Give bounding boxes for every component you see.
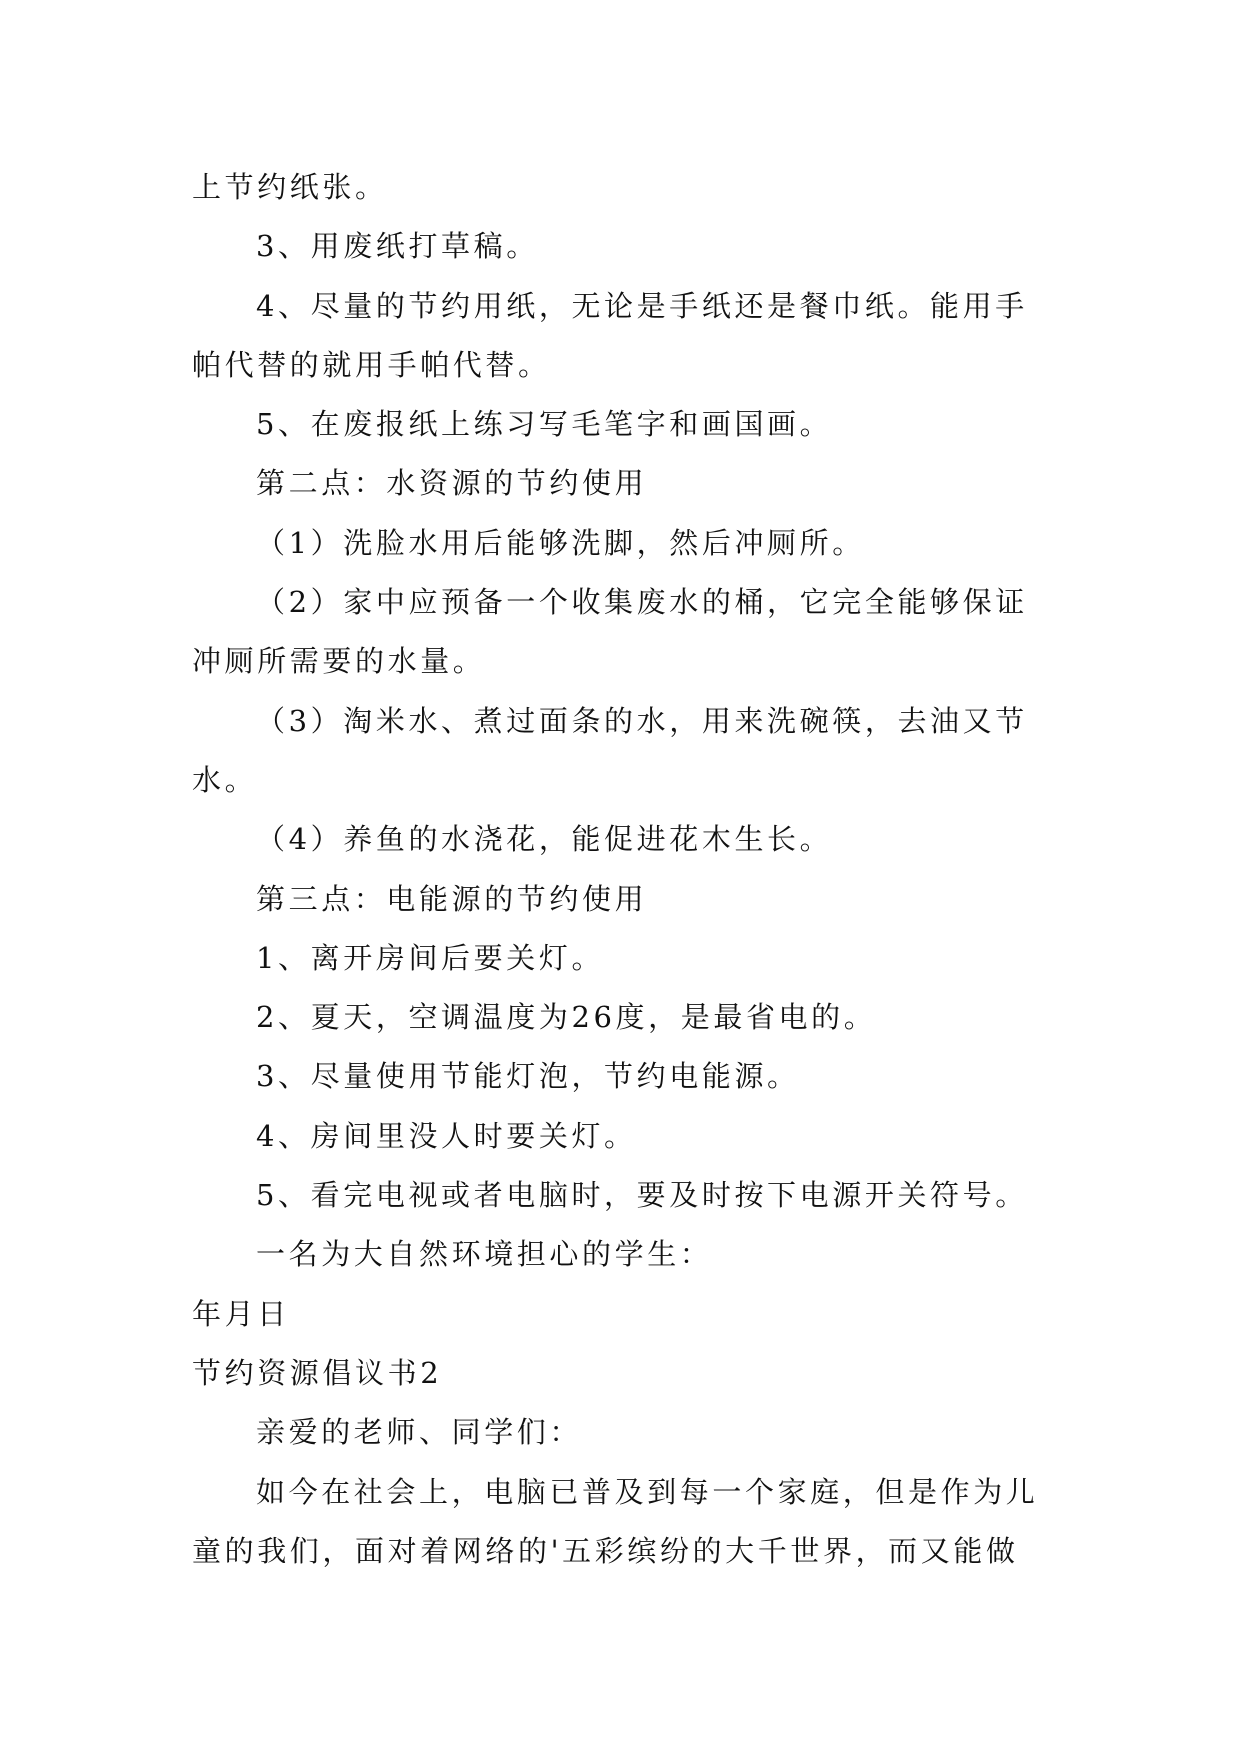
- list-item-electricity-4: 4、房间里没人时要关灯。: [256, 1118, 637, 1153]
- paragraph-line: 上节约纸张。: [192, 170, 388, 204]
- signature-line: 一名为大自然环境担心的学生：: [256, 1237, 713, 1272]
- list-item-electricity-5: 5、看完电视或者电脑时，要及时按下电源开关符号。: [256, 1178, 1028, 1213]
- list-item-water-1: （1）洗脸水用后能够洗脚，然后冲厕所。: [256, 525, 865, 560]
- list-item-electricity-1: 1、离开房间后要关灯。: [256, 940, 605, 975]
- paragraph-line: 水。: [192, 762, 258, 797]
- list-item-water-3: （3）淘米水、煮过面条的水，用来洗碗筷，去油又节: [256, 703, 1028, 738]
- paragraph-line: 帕代替的就用手帕代替。: [192, 347, 551, 382]
- paragraph-line: 冲厕所需要的水量。: [192, 644, 486, 679]
- paragraph-line: 童的我们，面对着网络的'五彩缤纷的大千世界，而又能做: [192, 1533, 1019, 1568]
- section-heading-electricity: 第三点：电能源的节约使用: [256, 881, 648, 916]
- paragraph-line: 如今在社会上，电脑已普及到每一个家庭，但是作为儿: [256, 1474, 1039, 1509]
- list-item-electricity-2: 2、夏天，空调温度为26度，是最省电的。: [256, 1000, 877, 1035]
- list-item-paper-4: 4、尽量的节约用纸，无论是手纸还是餐巾纸。能用手: [256, 288, 1028, 323]
- section-heading-water: 第二点：水资源的节约使用: [256, 466, 648, 501]
- document-body: [192, 158, 1060, 1581]
- date-line: 年月日: [192, 1296, 290, 1331]
- salutation: 亲爱的老师、同学们：: [256, 1415, 583, 1450]
- list-item-water-2: （2）家中应预备一个收集废水的桶，它完全能够保证: [256, 585, 1028, 620]
- list-item-paper-5: 5、在废报纸上练习写毛笔字和画国画。: [256, 407, 833, 442]
- list-item-water-4: （4）养鱼的水浇花，能促进花木生长。: [256, 822, 833, 857]
- list-item-paper-3: 3、用废纸打草稿。: [256, 229, 539, 264]
- document-title: 节约资源倡议书2: [192, 1355, 443, 1390]
- list-item-electricity-3: 3、尽量使用节能灯泡，节约电能源。: [256, 1059, 800, 1094]
